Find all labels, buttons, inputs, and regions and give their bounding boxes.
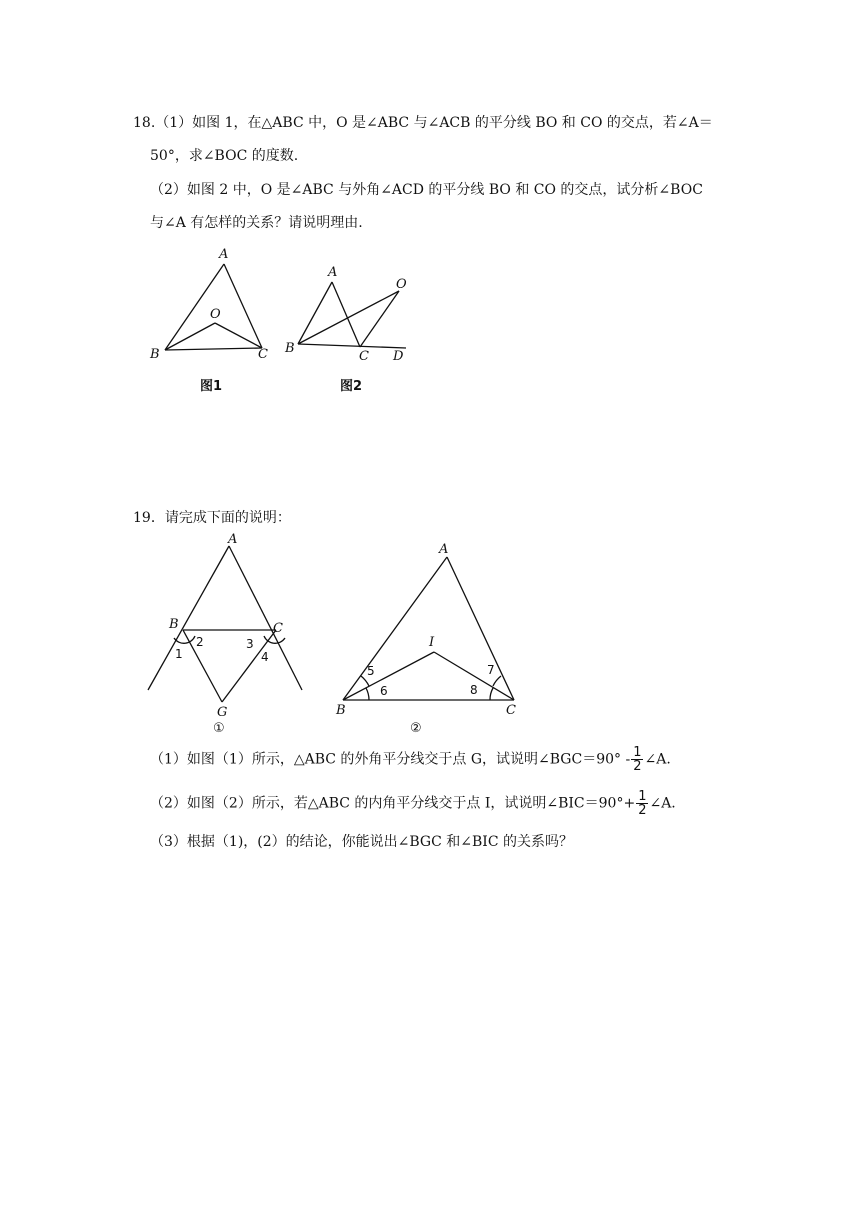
- q18-line-1: 18.（1）如图 1，在△ABC 中，O 是∠ABC 与∠ACB 的平分线 BO 和 CO 的交点，若∠A＝: [133, 115, 713, 131]
- fig2-label-c: C: [359, 349, 369, 364]
- q18-figure-2: [280, 260, 420, 400]
- q19-part-1-tail: ∠A.: [644, 751, 671, 768]
- q19f1-label-c: C: [273, 621, 283, 636]
- q19f1-label-g: G: [217, 705, 228, 720]
- q19-part-3: （3）根据（1)，(2）的结论，你能说出∠BGC 和∠BIC 的关系吗？: [150, 834, 573, 850]
- fig1-side-bc: [165, 348, 262, 350]
- fig1-bisector-co: [215, 323, 262, 348]
- q19f2-angle-5: 5: [367, 664, 375, 678]
- q19-figure-1: [140, 530, 320, 745]
- fig2-label-b: B: [285, 341, 295, 356]
- q19f2-side-ab: [343, 557, 447, 700]
- q18-line-3: （2）如图 2 中，O 是∠ABC 与外角∠ACD 的平分线 BO 和 CO 的交点，试分析∠BOC: [150, 182, 703, 198]
- q19f2-label-a: A: [439, 542, 449, 557]
- fig1-caption: 图1: [200, 379, 223, 394]
- q19-part-2-fraction: [636, 790, 648, 817]
- fig1-label-o: O: [210, 307, 221, 322]
- q19-figure-2: [330, 530, 530, 745]
- q19f2-angle-7: 7: [487, 663, 495, 677]
- q18-line-2: 50°，求∠BOC 的度数.: [150, 148, 299, 164]
- fig2-side-ac: [332, 282, 360, 347]
- q19f2-arc-6: [366, 688, 369, 700]
- fig2-bisector-co: [360, 291, 399, 347]
- fig2-line-bd: [298, 344, 406, 348]
- q19f2-arc-8: [490, 688, 493, 700]
- q19f2-side-ac: [447, 557, 514, 700]
- q19f2-angle-6: 6: [380, 684, 388, 698]
- q19-part-1: [150, 746, 671, 773]
- fig2-label-o: O: [396, 277, 407, 292]
- fraction-numerator: 1: [633, 745, 642, 760]
- fraction-denominator: 2: [633, 759, 642, 774]
- fig2-label-a: A: [328, 265, 338, 280]
- fig2-label-d: D: [393, 349, 404, 364]
- q19f1-label-b: B: [169, 617, 179, 632]
- q19-part-1-fraction: [631, 746, 643, 773]
- fig2-caption: 图2: [340, 379, 363, 394]
- q19f1-line-ac-extended: [229, 546, 302, 690]
- q19-part-1-text: （1）如图（1）所示，△ABC 的外角平分线交于点 G，试说明∠BGC＝90° -: [150, 751, 631, 768]
- q19f2-arc-7: [493, 676, 501, 686]
- q19f2-label-c: C: [506, 703, 516, 718]
- q19f2-label-i: I: [429, 635, 435, 650]
- q19f2-label-b: B: [336, 703, 346, 718]
- fig1-bisector-bo: [165, 323, 215, 350]
- q19f2-caption: ②: [410, 721, 422, 736]
- fig1-label-c: C: [258, 347, 268, 362]
- q18-line-4: 与∠A 有怎样的关系？请说明理由.: [150, 215, 363, 231]
- fig1-label-a: A: [219, 247, 229, 262]
- q19-part-2-tail: ∠A.: [649, 795, 676, 812]
- q18-figure-1: [140, 240, 280, 400]
- q19f1-angle-1: 1: [175, 647, 183, 661]
- q19-title: 19．请完成下面的说明：: [133, 510, 291, 526]
- fig1-label-b: B: [150, 347, 160, 362]
- q19-part-2-text: （2）如图（2）所示，若△ABC 的内角平分线交于点 I，试说明∠BIC＝90°+: [150, 795, 636, 812]
- q19f2-angle-8: 8: [470, 683, 478, 697]
- fraction-denominator: 2: [638, 803, 647, 818]
- q19f1-angle-2: 2: [196, 635, 204, 649]
- q19-part-2: [150, 790, 676, 817]
- q19f1-label-a: A: [228, 532, 238, 547]
- fraction-numerator: 1: [638, 789, 647, 804]
- q19f1-angle-4: 4: [261, 650, 269, 664]
- q19f1-caption: ①: [213, 721, 225, 736]
- q19f1-angle-3: 3: [246, 637, 254, 651]
- q19f2-bisector-bi: [343, 652, 434, 700]
- q19f1-line-ab-extended: [148, 546, 229, 690]
- fig1-side-ac: [224, 264, 262, 348]
